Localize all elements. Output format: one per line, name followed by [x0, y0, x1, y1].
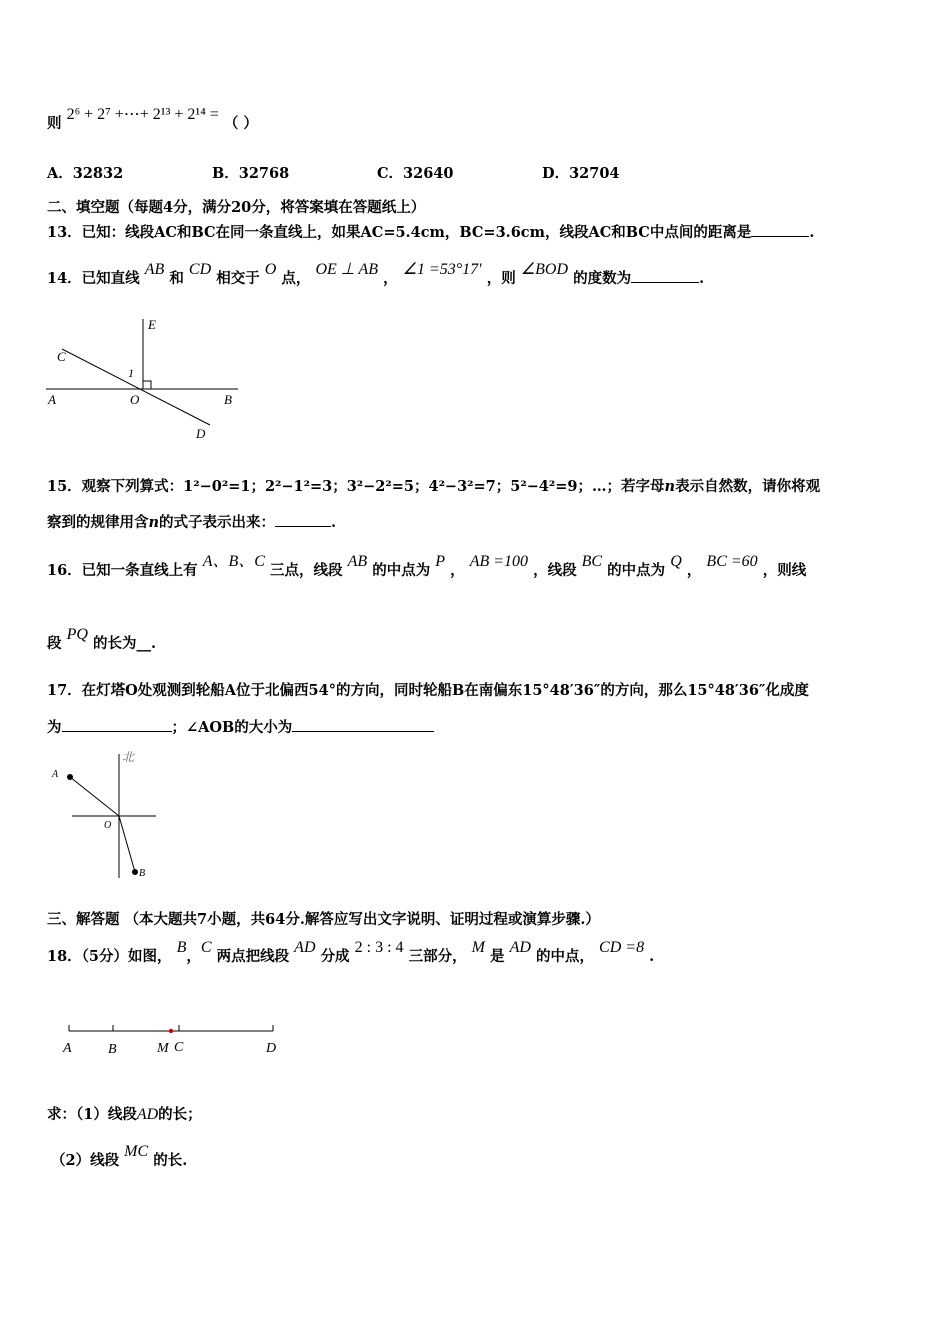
point-b [132, 869, 138, 875]
label-e: E [148, 317, 156, 332]
q18-ask2b: 的长. [153, 1152, 188, 1169]
q17-figure [44, 746, 164, 886]
label-b: B [108, 1042, 117, 1057]
q16-m5: BC [581, 553, 603, 570]
label-a: A [52, 769, 59, 780]
q18-m3: AD [294, 939, 316, 956]
q16-t8: ，则线 [762, 562, 807, 579]
label-c: C [174, 1040, 184, 1055]
q15-line2a-text: 察到的规律用含 [47, 514, 149, 531]
q18-t3: 两点把线段 [216, 948, 290, 965]
q16-t2: 三点，线段 [270, 562, 343, 579]
option-a[interactable]: A．32832 [47, 165, 124, 182]
q16-t5: ，线段 [533, 562, 577, 579]
q18-ask1 [47, 1103, 202, 1124]
q14-t6: ，则 [486, 270, 516, 287]
label-north: 北 [122, 750, 135, 764]
q12-paren: （ ） [223, 115, 258, 132]
q18-t2: ， [186, 948, 201, 965]
q13-end: . [809, 224, 815, 241]
q15-line1-text: 15．观察下列算式：1²−0²=1；2²−1²=3；3²−2²=5；4²−3²=7；5²−4²=9；…；若字母 [47, 478, 665, 495]
q16-t1: 16．已知一条直线上有 [47, 562, 198, 579]
q18-t4: 分成 [320, 948, 350, 965]
right-angle-mark [143, 381, 151, 389]
q17-blank-2[interactable] [292, 731, 434, 732]
section3-title: 三、解答题 （本大题共7小题，共64分.解答应写出文字说明、证明过程或演算步骤.） [47, 911, 600, 928]
section2-title: 二、填空题（每题4分，满分20分，将答案填在答题纸上） [47, 199, 426, 216]
q16-line1 [47, 553, 807, 580]
q14-t5: ， [383, 270, 398, 287]
ray-ob [119, 816, 135, 872]
point-a [67, 774, 73, 780]
label-o: O [104, 820, 112, 831]
q18-ask2a: （2）线段 [51, 1152, 120, 1169]
q18-t7: 的中点， [535, 948, 594, 965]
option-c[interactable]: C．32640 [377, 165, 454, 182]
q16-l2a: 段 [47, 635, 62, 652]
q14-m5: ∠1 =53°17′ [402, 261, 482, 278]
q18-ask1a: 求：（1）线段 [47, 1106, 137, 1123]
q14-m6: ∠BOD [520, 261, 569, 278]
option-d[interactable]: D．32704 [542, 165, 620, 182]
q16-m4: AB =100 [469, 553, 529, 570]
q14-t1: 14．已知直线 [47, 270, 140, 287]
q18-ask1m: AD [136, 1106, 159, 1123]
q15-end: . [331, 514, 337, 531]
q18-m7: CD =8 [599, 939, 645, 956]
q16-m6: Q [670, 553, 682, 570]
label-d: D [196, 426, 206, 441]
point-m [169, 1029, 173, 1033]
q18-ask2m: MC [124, 1143, 149, 1160]
q14-m4: OE ⊥ AB [315, 261, 378, 278]
q16-t6: 的中点为 [607, 562, 666, 579]
q12-expression: 2⁶ + 2⁷ +⋯+ 2¹³ + 2¹⁴ = [66, 106, 219, 123]
q13-blank[interactable] [751, 236, 809, 237]
label-b: B [224, 392, 232, 407]
q16-m7: BC =60 [706, 553, 758, 570]
q17-line2a-text: 为 [47, 719, 62, 736]
q15-n2: n [148, 514, 160, 531]
q16-m2: AB [347, 553, 368, 570]
q14-m2: CD [188, 261, 212, 278]
q14-t7: 的度数为 [573, 270, 632, 287]
q16-t3: 的中点为 [372, 562, 431, 579]
q17-blank-1[interactable] [62, 731, 172, 732]
label-angle-1: 1 [128, 366, 134, 380]
q18-t5: 三部分， [408, 948, 467, 965]
q18-line [47, 939, 655, 966]
q14-end: . [699, 270, 705, 287]
q16-m1: A、B、C [202, 553, 265, 570]
q18-t6: 是 [490, 948, 505, 965]
q14-line [47, 261, 705, 288]
q16-l2b: 的长为__. [92, 635, 157, 652]
q14-t3: 相交于 [216, 270, 260, 287]
q16-m8: PQ [66, 626, 88, 643]
q18-m6: AD [509, 939, 531, 956]
q13-line [47, 221, 814, 242]
q12-prefix: 则 [47, 115, 62, 132]
q18-figure [55, 1018, 295, 1062]
label-o: O [130, 392, 140, 407]
q16-m3: P [435, 553, 446, 570]
q18-m5: M [471, 939, 485, 956]
q16-line2 [47, 626, 157, 653]
q18-ask1b: 的长； [158, 1106, 202, 1123]
q18-m4: 2 : 3 : 4 [354, 939, 404, 956]
label-a: A [63, 1041, 72, 1056]
line-cd [62, 349, 210, 425]
q18-end: . [649, 948, 655, 965]
q18-m1: B [176, 939, 187, 956]
q18-m2: C [200, 939, 212, 956]
q12-line [47, 106, 258, 133]
q18-t1: 18．（5分）如图， [47, 948, 172, 965]
q15-blank[interactable] [275, 526, 331, 527]
q18-ask2 [51, 1143, 188, 1170]
q14-figure [40, 312, 250, 447]
q14-blank[interactable] [631, 282, 699, 283]
label-b: B [139, 868, 146, 879]
label-d: D [266, 1041, 277, 1056]
q15-line2b-text: 的式子表示出来： [159, 514, 276, 531]
q14-m3: O [264, 261, 277, 278]
q15-line2 [47, 511, 336, 532]
q15-n1: n [664, 478, 676, 495]
q14-t4: 点， [281, 270, 311, 287]
label-c: C [57, 349, 66, 364]
q17-line1 [47, 679, 809, 700]
q16-t4: ， [450, 562, 465, 579]
q17-line2 [47, 716, 434, 737]
q14-m1: AB [144, 261, 165, 278]
q15-line1 [47, 475, 820, 496]
ray-oa [70, 777, 119, 816]
q13-text: 13．已知：线段AC和BC在同一条直线上，如果AC=5.4cm，BC=3.6cm，线段AC和BC中点间的距离是 [47, 224, 752, 241]
q14-t2: 和 [169, 270, 184, 287]
q15-line1b-text: 表示自然数，请你将观 [675, 478, 821, 495]
option-b[interactable]: B．32768 [212, 165, 290, 182]
q17-line1-text: 17．在灯塔O处观测到轮船A位于北偏西54°的方向，同时轮船B在南偏东15°48′36″的方向，那么15°48′36″化成度 [47, 682, 809, 699]
label-m: M [157, 1041, 169, 1056]
q17-line2b-text: ；∠AOB的大小为 [171, 719, 293, 736]
q16-t7: ， [686, 562, 702, 579]
label-a: A [48, 392, 56, 407]
